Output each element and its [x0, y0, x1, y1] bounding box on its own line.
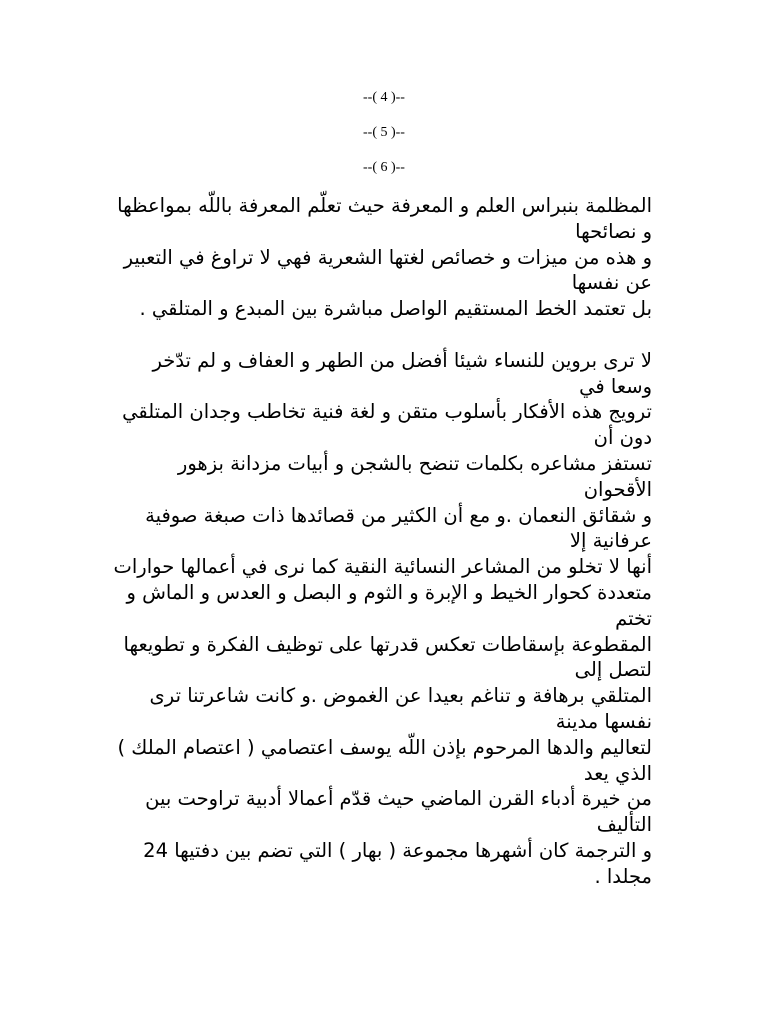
paragraph: ترويج هذه الأفكار بأسلوب متقن و لغة فنية تخاطب وجدان المتلقي دون أن [122, 400, 652, 450]
page-marker-5: --( 5 )-- [363, 125, 405, 140]
paragraph: تستفز مشاعره بكلمات تنضح بالشجن و أبيات مزدانة بزهور الأقحوان [177, 451, 652, 501]
paragraph: أنها لا تخلو من المشاعر النسائية النقية كما نرى في أعمالها حوارات [113, 555, 652, 579]
page-marker-4: --( 4 )-- [363, 90, 405, 105]
blank-line [110, 322, 652, 348]
paragraph: من خيرة أدباء القرن الماضي حيث قدّم أعمالا أدبية تراوحت بين التأليف [145, 787, 652, 837]
paragraph: المتلقي برهافة و تناغم بعيدا عن الغموض .و كانت شاعرتنا ترى نفسها مدينة [149, 684, 652, 733]
page-markers [0, 86, 768, 191]
paragraph: بل تعتمد الخط المستقيم الواصل مباشرة بين المبدع و المتلقي . [139, 297, 652, 321]
paragraph: المظلمة بنبراس العلم و المعرفة حيث تعلّم المعرفة باللّه بمواعظها و نصائحها [117, 194, 652, 243]
document-body [110, 193, 652, 890]
paragraph: متعددة كحوار الخيط و الإبرة و الثوم و البصل و العدس و الماش و تختم [126, 580, 652, 630]
page-marker-6: --( 6 )-- [363, 160, 405, 175]
paragraph: لا ترى بروين للنساء شيئا أفضل من الطهر و العفاف و لم تدّخر وسعا في [152, 348, 652, 398]
paragraph: و الترجمة كان أشهرها مجموعة ( بهار ) التي تضم بين دفتيها 24 مجلدا . [143, 838, 652, 888]
paragraph: المقطوعة بإسقاطات تعكس قدرتها على توظيف الفكرة و تطويعها لتصل إلى [123, 632, 652, 682]
paragraph: لتعاليم والدها المرحوم بإذن اللّه يوسف اعتصامي ( اعتصام الملك ) الذي يعد [117, 735, 652, 785]
paragraph: و شقائق النعمان .و مع أن الكثير من قصائدها ذات صبغة صوفية عرفانية إلا [145, 503, 652, 553]
paragraph: و هذه من ميزات و خصائص لغتها الشعرية فهي لا تراوغ في التعبير عن نفسها [123, 245, 652, 295]
